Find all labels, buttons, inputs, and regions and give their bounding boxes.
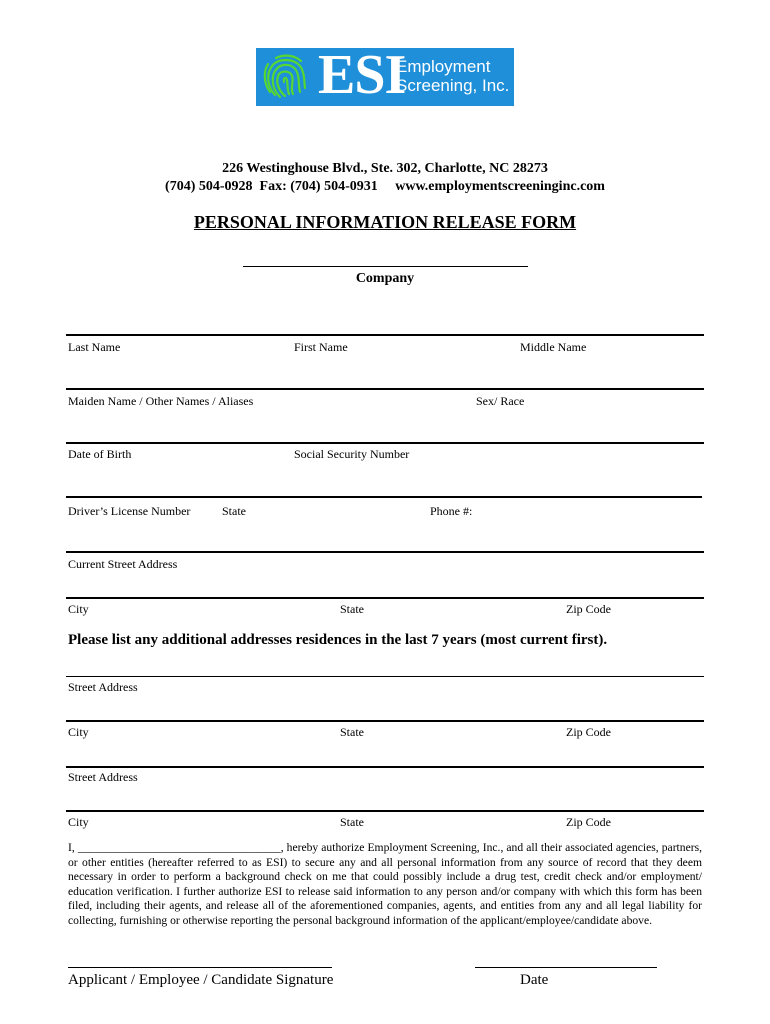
fingerprint-icon — [260, 52, 310, 102]
dob-line[interactable] — [66, 442, 704, 444]
additional-address-line[interactable] — [66, 766, 704, 768]
city-label: City — [68, 602, 89, 616]
signature-label: Applicant / Employee / Candidate Signature — [68, 972, 334, 988]
state-label: State — [340, 602, 364, 616]
ssn-label: Social Security Number — [294, 447, 410, 461]
company-logo — [256, 44, 514, 106]
state-label: State — [340, 815, 364, 829]
maiden-name-label: Maiden Name / Other Names / Aliases — [68, 394, 254, 408]
maiden-line[interactable] — [66, 388, 704, 390]
additional-address-line[interactable] — [66, 676, 704, 677]
date-line[interactable] — [475, 967, 657, 968]
dl-line[interactable] — [66, 496, 702, 498]
date-label: Date — [520, 972, 549, 988]
logo-line1: Employment — [396, 57, 491, 76]
signature-line[interactable] — [68, 967, 332, 968]
dl-state-label: State — [222, 504, 246, 518]
middle-name-label: Middle Name — [520, 340, 587, 354]
name-line[interactable] — [66, 334, 704, 336]
street-address-label: Street Address — [68, 680, 138, 694]
last-name-label: Last Name — [68, 340, 121, 354]
current-city-line[interactable] — [66, 597, 704, 599]
dl-number-label: Driver’s License Number — [68, 504, 191, 518]
logo-text — [396, 57, 509, 95]
contact-line: (704) 504-0928 Fax: (704) 504-0931 www.employmentscreeninginc.com — [165, 179, 605, 194]
additional-city-line[interactable] — [66, 720, 704, 722]
city-label: City — [68, 725, 89, 739]
company-label: Company — [355, 271, 415, 286]
dob-label: Date of Birth — [68, 447, 132, 461]
logo-line2: Screening, Inc. — [396, 76, 510, 95]
state-label: State — [340, 725, 364, 739]
city-label: City — [68, 815, 89, 829]
address-line: 226 Westinghouse Blvd., Ste. 302, Charlotte, NC 28273 — [222, 161, 548, 176]
zip-label: Zip Code — [566, 725, 611, 739]
authorization-text: I, ___________________________________, hereby authorize Employment Screening, Inc., and all their associated agencies, partners, or other entities (hereafter referred to as ESI) to secure any and all personal information from any source of record that they deem necessary in order to perform a background check on me that could possibly include a drug test, credit check and/or employment/ education verification. I further authorize ESI to release said information to any person and/or company with which this form has been filed, including their agents, and release all of the aforementioned companies, agents, and entities from any and all legal liability for collecting, furnishing or otherwise reporting the personal background information of the applicant/employee/candidate above. — [68, 841, 702, 927]
sex-race-label: Sex/ Race — [476, 394, 525, 408]
phone-label: Phone #: — [430, 504, 473, 518]
first-name-label: First Name — [294, 340, 348, 354]
street-address-label: Street Address — [68, 770, 138, 784]
logo-brand: ESI — [318, 44, 406, 106]
company-line[interactable] — [243, 266, 528, 267]
current-address-line[interactable] — [66, 551, 704, 553]
current-street-label: Current Street Address — [68, 557, 178, 571]
additional-addresses-heading: Please list any additional addresses residences in the last 7 years (most current first). — [68, 632, 608, 648]
zip-label: Zip Code — [566, 602, 611, 616]
zip-label: Zip Code — [566, 815, 611, 829]
additional-city-line[interactable] — [66, 810, 704, 812]
form-title: PERSONAL INFORMATION RELEASE FORM — [193, 212, 577, 232]
